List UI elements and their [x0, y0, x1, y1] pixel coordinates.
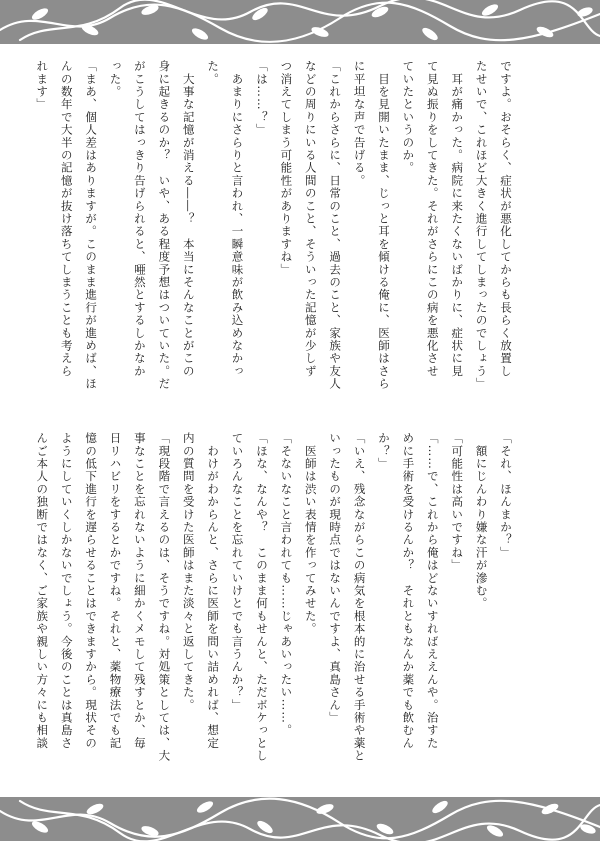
text-line: 額にじんわり嫌な汗が滲む。 [474, 432, 489, 610]
lower-text-block [35, 432, 518, 784]
text-line: わけがわからんと、さらに医師を問い詰めれば、想定 [206, 432, 221, 750]
text-line: 目を見開いたまま、じっと耳を傾ける俺に、医師はさら [376, 60, 391, 391]
text-line: 日リハビリをするとかですね。それと、薬物療法でも記 [108, 432, 123, 750]
text-line: 「可能性は高いですね」 [450, 432, 465, 572]
text-line: ていたというのか。 [401, 60, 416, 175]
text-line: がこうしてはっきり告げられると、唖然とするしかなか [132, 60, 147, 378]
text-line: 「現段階で言えるのは、そうですね。対処策としては、大 [157, 432, 172, 763]
text-line: 内の質問を受けた医師はまた淡々と返してきた。 [181, 432, 196, 712]
vine-ornament-icon [0, 0, 600, 44]
bottom-decorative-border [0, 797, 600, 841]
text-line: 耳が痛かった。病院に来たくないばかりに、症状に見 [450, 60, 465, 378]
text-line: 「いえ、残念ながらこの病気を根本的に治せる手術や薬と [352, 432, 367, 763]
text-line: て見ぬ振りをしてきた。それがさらにこの病を悪化させ [425, 60, 440, 378]
text-line: んの数年で大半の記憶が抜け落ちてしまうことも考えら [59, 60, 74, 378]
text-line: に平坦な声で告げる。 [352, 60, 367, 187]
text-line: 大事な記憶が消える――？ 本当にそんなことがこの [181, 60, 196, 378]
text-line: 憶の低下進行を遅らせることはできますから。現状その [84, 432, 99, 750]
text-line: 事なことを忘れないように細かくメモして残すとか、毎 [132, 432, 147, 750]
text-line: った。 [108, 60, 123, 99]
text-line: 医師は渋い表情を作ってみせた。 [303, 432, 318, 636]
text-line: 「ほな、なんや？ このまま何もせんと、ただボケっとし [254, 432, 269, 763]
text-line: つ消えてしまう可能性がありますね」 [279, 60, 294, 276]
text-line: 「そないなこと言われても……じゃあいったい……。 [279, 432, 294, 737]
text-line: んご本人の独断ではなく、ご家族や親しい方々にも相談 [35, 432, 50, 750]
text-line: 「まあ、個人差はありますが。このまま進行が進めば、ほ [84, 60, 99, 391]
text-line: いったものが現時点ではないんですよ、真島さん」 [328, 432, 343, 725]
text-line: 「……で、これから俺はどないすればええんや。治すた [425, 432, 440, 750]
text-line: れます」 [35, 60, 50, 111]
text-line: ようにしていくしかないでしょう。今後のことは真島さ [59, 432, 74, 750]
upper-text-block [35, 60, 518, 416]
text-line: 「それ、ほんまか？」 [499, 432, 513, 559]
text-line: ですよ。おそらく、症状が悪化してからも長らく放置し [499, 60, 513, 378]
text-line: めに手術を受けるんか？ それともなんか薬でも飲むん [401, 432, 416, 750]
text-line: あまりにさらりと言われ、一瞬意味が飲み込めなかっ [230, 60, 245, 378]
text-line: た。 [206, 60, 221, 86]
text-line: か？」 [376, 432, 391, 471]
top-decorative-border [0, 0, 600, 44]
text-line: 身に起きるのか？ いや、ある程度予想はついていた。だ [157, 60, 172, 391]
vine-ornament-icon [0, 797, 600, 841]
text-line: ていろんなことを忘れていけとでも言うんか？」 [230, 432, 245, 712]
text-line: 「これからさらに、日常のこと、過去のこと、家族や友人 [328, 60, 343, 391]
text-line: たせいで、これほど大きく進行してしまったのでしょう」 [474, 60, 489, 391]
text-line: などの周りにいる人間のこと、そういった記憶が少しず [303, 60, 318, 378]
text-line: 「は……？」 [254, 60, 269, 137]
